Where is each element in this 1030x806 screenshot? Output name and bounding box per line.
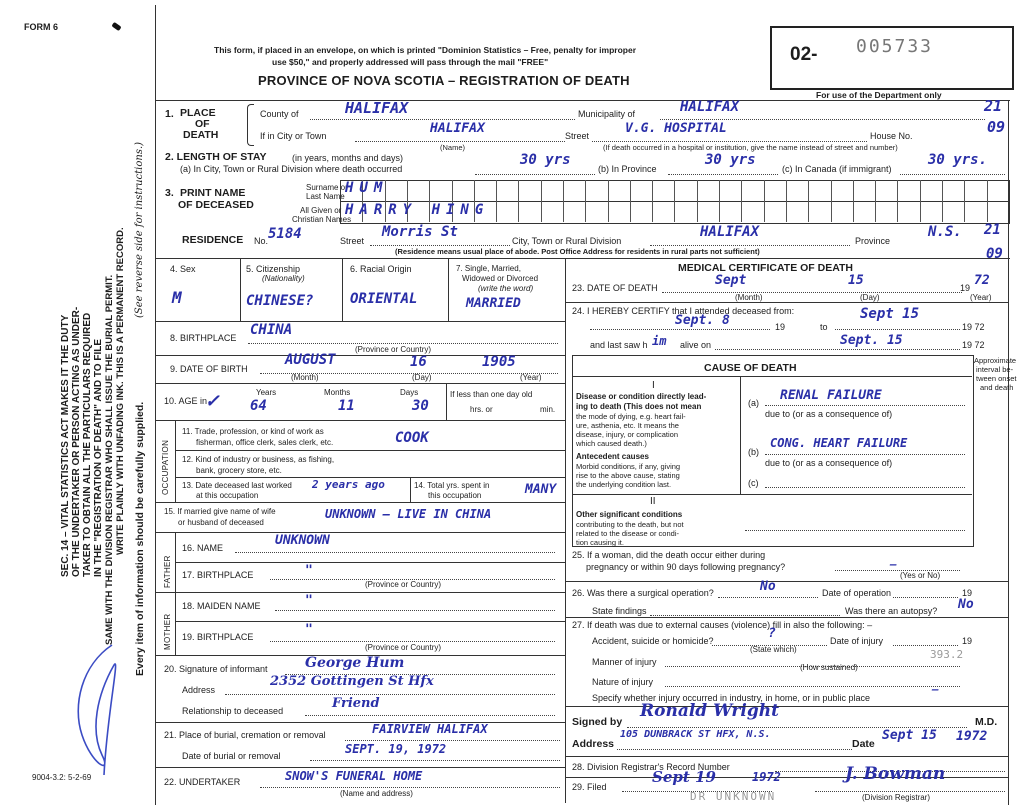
residence-street: Morris St <box>382 224 458 240</box>
dr-unknown-stamp: DR UNKNOWN <box>690 790 777 803</box>
approx-label-2: interval be- <box>976 365 1014 374</box>
surgery-value: No <box>760 579 776 594</box>
age-days: 30 <box>412 398 429 414</box>
age-months-label: Months <box>324 388 351 397</box>
state-which-caption: (State which) <box>750 645 797 654</box>
place-label-2: OF <box>195 118 210 130</box>
stay-c-label: (c) In Canada (if immigrant) <box>782 164 892 174</box>
residence-no: 5184 <box>268 226 302 242</box>
age-years-label: Years <box>256 388 277 397</box>
surname-label-1: Surname or <box>306 183 348 192</box>
other-cond-2: contributing to the death, but not <box>576 520 684 529</box>
stay-b-value: 30 yrs <box>705 152 756 168</box>
accident-value: ? <box>768 626 776 641</box>
trade-value: COOK <box>395 430 429 446</box>
mother-birthplace-caption: (Province or Country) <box>365 643 442 652</box>
name-grid-divider <box>585 180 586 222</box>
name-grid-divider <box>608 180 609 222</box>
physician-date-year: 1972 <box>956 729 988 744</box>
place-label-3: DEATH <box>183 129 219 141</box>
name-grid-divider <box>875 180 876 222</box>
name-caption: (Name) <box>440 143 466 152</box>
attended-to-label: to <box>820 322 828 332</box>
woman-label-1: 25. If a woman, did the death occur either during <box>572 550 766 560</box>
dod-label: 23. DATE OF DEATH <box>572 283 658 293</box>
total-yrs-value: MANY <box>525 482 557 497</box>
trade-label-2: fisherman, office clerk, sales clerk, etc. <box>196 438 334 447</box>
occupation-tag: OCCUPATION <box>161 439 170 495</box>
dob-year-caption: (Year) <box>520 373 542 382</box>
relationship-label: Relationship to deceased <box>182 706 284 716</box>
hrs-label: hrs. or <box>470 405 493 414</box>
name-grid-divider <box>630 180 631 222</box>
dept-code-c: 21 <box>984 222 1001 238</box>
statute-line-5: SAME WITH THE DIVISION REGISTRAR WHO SHALL ISSUE THE BURIAL PERMIT. <box>104 274 115 645</box>
residence-city: HALIFAX <box>700 224 760 240</box>
autopsy-label: Was there an autopsy? <box>845 606 938 616</box>
cause-a-value: RENAL FAILURE <box>780 388 882 403</box>
name-grid-divider <box>786 180 787 222</box>
racial-origin-value: ORIENTAL <box>350 291 418 307</box>
physician-date-label: Date <box>852 738 875 750</box>
filed-year: 1972 <box>752 770 781 784</box>
mother-birthplace-label: 19. BIRTHPLACE <box>182 632 254 642</box>
approx-label-3: tween onset <box>976 374 1017 383</box>
street-label: Street <box>565 131 590 141</box>
given-value: HARRY HING <box>345 202 490 218</box>
age-years: 64 <box>250 398 267 414</box>
dob-day: 16 <box>410 354 427 370</box>
direct-cause-3: the mode of dying, e.g. heart fail- <box>576 412 686 421</box>
supply-note: Every item of information should be carefully supplied. <box>134 401 146 676</box>
section-two: II <box>650 496 656 507</box>
informant-addr-label: Address <box>182 685 216 695</box>
municipality-value: HALIFAX <box>680 99 740 115</box>
registration-prefix: 02- <box>790 44 818 65</box>
father-tag: FATHER <box>163 555 172 588</box>
other-cond-3: related to the disease or condi- <box>576 529 679 538</box>
city-value: HALIFAX <box>430 121 485 136</box>
margin-ink-loop <box>62 635 132 785</box>
injury-date-label: Date of injury <box>830 636 884 646</box>
cause-title: CAUSE OF DEATH <box>704 362 797 374</box>
dod-day-caption: (Day) <box>860 293 880 302</box>
informant-addr: 2352 Gottingen St Hfx <box>270 674 434 689</box>
name-grid-divider <box>674 180 675 222</box>
filed-label: 29. Filed <box>572 782 607 792</box>
mother-maiden-value: " <box>305 593 313 608</box>
cause-b-tag: (b) <box>748 447 759 457</box>
min-label: min. <box>540 405 556 414</box>
dept-code-b: 09 <box>987 118 1006 136</box>
physician-address: 105 DUNBRACK ST HFX, N.S. <box>620 729 771 740</box>
physician-signature: Ronald Wright <box>640 701 779 721</box>
citizenship-label: 5. Citizenship <box>246 264 301 274</box>
residence-note: (Residence means usual place of abode. Post Office Address for residents in rural parts not sufficient) <box>395 247 760 256</box>
dod-year: 72 <box>974 273 990 288</box>
approx-label-4: and death <box>980 383 1014 392</box>
dob-month-caption: (Month) <box>291 373 319 382</box>
last-worked-value: 2 years ago <box>312 478 385 491</box>
dod-year-caption: (Year) <box>970 293 992 302</box>
direct-cause-4: ure, asthenia, etc. It means the <box>576 421 679 430</box>
father-birthplace-label: 17. BIRTHPLACE <box>182 570 254 580</box>
burial-place-value: FAIRVIEW HALIFAX <box>372 722 488 736</box>
residence-street-label: Street <box>340 236 365 246</box>
attended-to: Sept 15 <box>860 306 920 322</box>
stay-c-value: 30 yrs. <box>928 152 988 168</box>
name-grid-divider <box>518 180 519 222</box>
street-value: V.G. HOSPITAL <box>625 121 727 136</box>
statute-line-1: SEC. 14 – VITAL STATISTICS ACT MAKES IT THE DUTY <box>60 314 71 577</box>
spouse-label-1: 15. If married give name of wife <box>164 507 276 516</box>
hospital-note: (If death occurred in a hospital or institution, give the name instead of street and number) <box>603 143 898 152</box>
burial-place-label: 21. Place of burial, cremation or removal <box>164 730 326 740</box>
section-one: I <box>652 380 655 391</box>
dod-month: Sept <box>715 273 747 288</box>
age-days-label: Days <box>400 388 419 397</box>
age-checkmark: ✓ <box>206 388 219 412</box>
municipality-label: Municipality of <box>578 109 636 119</box>
place-num: 1. <box>165 108 174 120</box>
direct-cause-1: Disease or condition directly lead- <box>576 392 707 401</box>
total-yrs-label-1: 14. Total yrs. spent in <box>414 481 490 490</box>
name-grid-divider <box>496 180 497 222</box>
yes-no-caption: (Yes or No) <box>900 571 941 580</box>
given-label-1: All Given or <box>300 206 342 215</box>
form-label: FORM 6 <box>24 22 59 32</box>
informant-signature: George Hum <box>305 655 405 671</box>
registrar-signature: J. Bowman <box>845 764 946 784</box>
surgery-label: 26. Was there a surgical operation? <box>572 588 714 598</box>
sex-value: M <box>172 288 182 307</box>
antecedent-1: Antecedent causes <box>576 452 649 461</box>
industry-label-2: bank, grocery store, etc. <box>196 466 282 475</box>
name-label-2: OF DECEASED <box>178 199 254 211</box>
alive-him: im <box>652 334 667 348</box>
less-than-day-label: If less than one day old <box>450 390 533 399</box>
nature-label: Nature of injury <box>592 677 654 687</box>
other-cond-1: Other significant conditions <box>576 510 683 519</box>
state-findings-label: State findings <box>592 606 647 616</box>
alive-date: Sept. 15 <box>840 333 903 348</box>
manner-label: Manner of injury <box>592 657 657 667</box>
registration-number: 005733 <box>856 36 934 57</box>
birthplace-caption: (Province or Country) <box>355 345 432 354</box>
filed-date: Sept 19 <box>652 768 716 786</box>
cause-b-value: CONG. HEART FAILURE <box>770 436 908 450</box>
alive-label-2: alive on <box>680 340 712 350</box>
name-grid-divider <box>541 180 542 222</box>
alive-year: 19 72 <box>962 340 985 350</box>
icd-code: 393.2 <box>930 648 964 661</box>
name-grid-divider <box>563 180 564 222</box>
surname-value: HUM <box>345 180 389 196</box>
md-label: M.D. <box>975 716 998 728</box>
specify-dash: — <box>932 683 939 696</box>
antecedent-2: Morbid conditions, if any, giving <box>576 462 681 471</box>
relationship-value: Friend <box>332 696 380 711</box>
house-label: House No. <box>870 131 913 141</box>
father-name-label: 16. NAME <box>182 543 224 553</box>
place-label-1: PLACE <box>180 107 216 119</box>
marital-value: MARRIED <box>466 296 521 311</box>
operation-date-label: Date of operation <box>822 588 892 598</box>
stay-sub: (in years, months and days) <box>292 153 404 163</box>
statute-line-3: TAKER TO OBTAIN ALL THE PARTICULARS REQUIRED <box>82 312 93 577</box>
county-value: HALIFAX <box>345 99 409 117</box>
place-brace <box>247 104 254 146</box>
trade-label-1: 11. Trade, profession, or kind of work as <box>182 427 324 436</box>
marital-label-2: Widowed or Divorced <box>462 274 539 283</box>
residence-label: RESIDENCE <box>182 234 244 246</box>
name-grid-divider <box>764 180 765 222</box>
citizenship-sub: (Nationality) <box>262 274 305 283</box>
injury-date-year: 19 <box>962 636 973 646</box>
name-grid-divider <box>719 180 720 222</box>
undertaker-caption: (Name and address) <box>340 789 413 798</box>
physician-address-label: Address <box>572 738 615 750</box>
woman-label-2: pregnancy or within 90 days following pregnancy? <box>586 562 786 572</box>
citizenship-value: CHINESE? <box>246 293 314 309</box>
name-num: 3. <box>165 187 174 199</box>
name-grid-divider <box>897 180 898 222</box>
residence-province: N.S. <box>928 224 962 240</box>
dod-year-prefix: 19 <box>960 283 971 293</box>
name-grid-divider <box>808 180 809 222</box>
undertaker-label: 22. UNDERTAKER <box>164 777 241 787</box>
dob-label: 9. DATE OF BIRTH <box>170 364 248 374</box>
surname-label-2: Last Name <box>306 192 345 201</box>
antecedent-4: the underlying condition last. <box>576 480 672 489</box>
registrar-record-label: 28. Division Registrar's Record Number <box>572 762 730 772</box>
specify-label: Specify whether injury occurred in industry, in home, or in public place <box>592 693 870 703</box>
due-to-a: due to (or as a consequence of) <box>765 409 893 419</box>
instructions-note: (See reverse side for instructions.) <box>134 141 145 318</box>
dept-use-note: For use of the Department only <box>816 90 942 100</box>
dod-month-caption: (Month) <box>735 293 763 302</box>
attended-to-year: 19 72 <box>962 322 985 332</box>
racial-origin-label: 6. Racial Origin <box>350 264 412 274</box>
alive-label-1: and last saw h <box>590 340 648 350</box>
father-birthplace-value: " <box>305 563 313 578</box>
signed-by-label: Signed by <box>572 716 623 728</box>
residence-city-label: City, Town or Rural Division <box>512 236 622 246</box>
industry-label-1: 12. Kind of industry or business, as fishing, <box>182 455 335 464</box>
name-grid-divider <box>920 180 921 222</box>
stay-label: 2. LENGTH OF STAY <box>165 151 267 163</box>
autopsy-value: No <box>958 597 974 612</box>
dob-month: AUGUST <box>285 352 336 368</box>
approx-label-1: Approximate <box>974 356 1017 365</box>
name-grid-divider <box>652 180 653 222</box>
cause-c-tag: (c) <box>748 478 759 488</box>
stay-b-label: (b) In Province <box>598 164 657 174</box>
other-cond-4: tion causing it. <box>576 538 624 547</box>
mail-notice-line2: use $50," and properly addressed will pass through the mail "FREE" <box>272 57 549 67</box>
external-causes-label: 27. If death was due to external causes (violence) fill in also the following: – <box>572 620 873 630</box>
statute-line-2: OF THE UNDERTAKER OR PERSON ACTING AS UNDER- <box>71 306 82 577</box>
name-grid-divider <box>987 180 988 222</box>
attended-from: Sept. 8 <box>675 313 730 328</box>
name-grid-divider <box>853 180 854 222</box>
burial-date-value: SEPT. 19, 1972 <box>345 742 447 756</box>
last-worked-label-1: 13. Date deceased last worked <box>182 481 292 490</box>
father-birthplace-caption: (Province or Country) <box>365 580 442 589</box>
name-grid-divider <box>697 180 698 222</box>
direct-cause-6: which caused death.) <box>576 439 647 448</box>
division-registrar-caption: (Division Registrar) <box>862 793 931 802</box>
last-worked-label-2: at this occupation <box>196 491 259 500</box>
cause-a-tag: (a) <box>748 398 759 408</box>
mother-maiden-label: 18. MAIDEN NAME <box>182 601 261 611</box>
dept-code-d: 09 <box>986 246 1003 262</box>
given-label-2: Christian Names <box>292 215 352 224</box>
dod-day: 15 <box>848 273 864 288</box>
age-months: 11 <box>338 398 355 414</box>
dept-code-a: 21 <box>984 97 1003 115</box>
print-code: 9004-3.2: 5-2-69 <box>32 773 92 782</box>
burial-date-label: Date of burial or removal <box>182 751 281 761</box>
informant-sig-label: 20. Signature of informant <box>164 664 268 674</box>
pen-mark-icon <box>111 22 121 31</box>
stay-a-value: 30 yrs <box>520 152 571 168</box>
mother-tag: MOTHER <box>163 613 172 650</box>
attended-from-year: 19 <box>775 322 786 332</box>
statute-line-6: WRITE PLAINLY WITH UNFADING INK. THIS IS A PERMANENT RECORD. <box>115 227 126 555</box>
antecedent-3: rise to the above cause, stating <box>576 471 680 480</box>
city-label: If in City or Town <box>260 131 327 141</box>
county-label: County of <box>260 109 299 119</box>
name-grid-divider <box>942 180 943 222</box>
direct-cause-5: disease, injury, or complication <box>576 430 678 439</box>
mother-birthplace-value: " <box>305 622 313 637</box>
name-label-1: PRINT NAME <box>180 187 246 199</box>
birthplace-value: CHINA <box>250 322 293 338</box>
certify-label: 24. I HEREBY CERTIFY that I attended deceased from: <box>572 306 795 316</box>
medical-title: MEDICAL CERTIFICATE OF DEATH <box>678 262 853 274</box>
residence-no-label: No. <box>254 236 269 246</box>
physician-date: Sept 15 <box>882 728 937 743</box>
age-label: 10. AGE in <box>164 396 208 406</box>
page-title: PROVINCE OF NOVA SCOTIA – REGISTRATION OF DEATH <box>258 73 630 88</box>
total-yrs-label-2: this occupation <box>428 491 482 500</box>
spouse-value: UNKNOWN – LIVE IN CHINA <box>325 507 492 521</box>
dob-day-caption: (Day) <box>412 373 432 382</box>
accident-label: Accident, suicide or homicide? <box>592 636 714 646</box>
name-grid-divider <box>964 180 965 222</box>
direct-cause-2: ing to death (This does not mean <box>576 402 702 411</box>
name-grid-divider <box>831 180 832 222</box>
operation-date-year: 19 <box>962 588 973 598</box>
statute-line-4: IN THE "REGISTRATION OF DEATH" AND TO FILE <box>93 339 104 577</box>
residence-province-label: Province <box>855 236 891 246</box>
dob-year: 1905 <box>482 354 516 370</box>
birthplace-label: 8. BIRTHPLACE <box>170 333 237 343</box>
mail-notice-line1: This form, if placed in an envelope, on which is printed "Dominion Statistics – Free, penalty for improper <box>214 45 637 55</box>
stay-a-label: (a) In City, Town or Rural Division where death occurred <box>180 164 403 174</box>
how-sustained-caption: (How sustained) <box>800 663 858 672</box>
marital-label-1: 7. Single, Married, <box>456 264 521 273</box>
woman-dash: — <box>890 558 897 571</box>
marital-label-3: (write the word) <box>478 284 534 293</box>
sex-label: 4. Sex <box>170 264 196 274</box>
due-to-b: due to (or as a consequence of) <box>765 458 893 468</box>
spouse-label-2: or husband of deceased <box>178 518 264 527</box>
undertaker-value: SNOW'S FUNERAL HOME <box>285 769 423 783</box>
name-grid-divider <box>741 180 742 222</box>
father-name-value: UNKNOWN <box>275 533 330 548</box>
